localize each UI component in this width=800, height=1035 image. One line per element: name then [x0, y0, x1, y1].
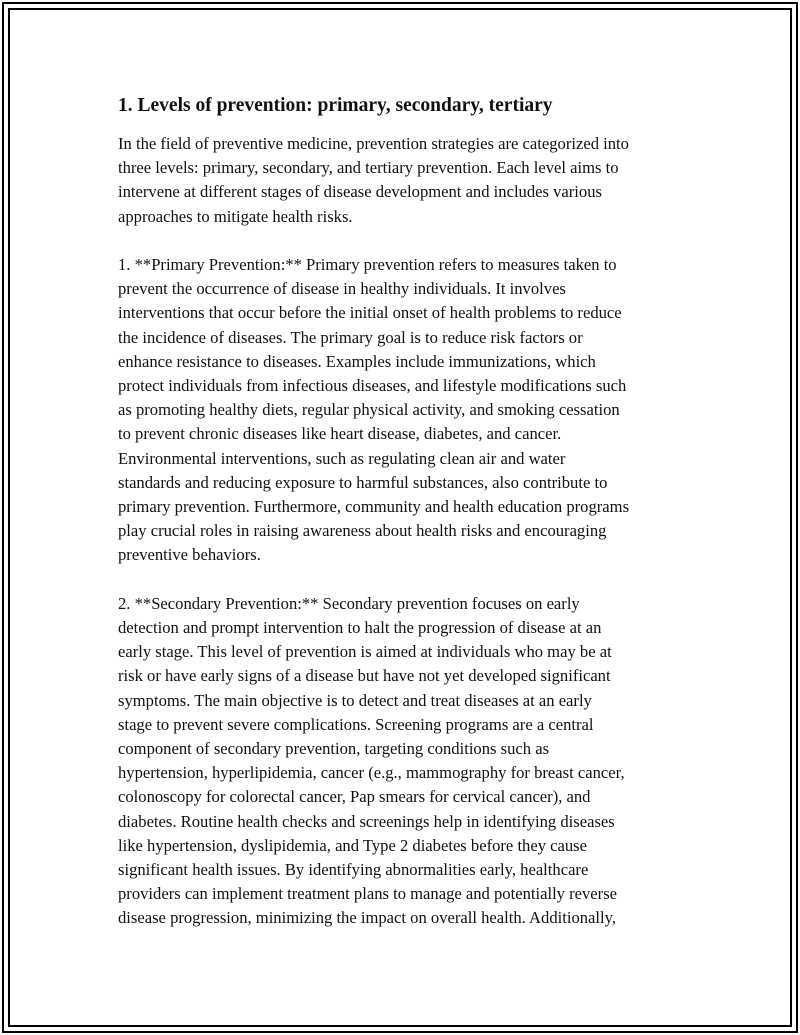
document-page — [118, 92, 688, 955]
secondary-prevention-paragraph: 2. **Secondary Prevention:** Secondary prevention focuses on early detection and prompt intervention to halt the progression of disease at an early stage. This level of prevention is aimed at individuals who may be at risk or have early signs of a disease but have not yet developed significant symptoms. The main objective is to detect and treat diseases at an early stage to prevent severe complications. Screening programs are a central component of secondary prevention, targeting conditions such as hypertension, hyperlipidemia, cancer (e.g., mammography for breast cancer, colonoscopy for colorectal cancer, Pap smears for cervical cancer), and diabetes. Routine health checks and screenings help in identifying diseases like hypertension, dyslipidemia, and Type 2 diabetes before they cause significant health issues. By identifying abnormalities early, healthcare providers can implement treatment plans to manage and potentially reverse disease progression, minimizing the impact on overall health. Additionally, — [118, 593, 625, 928]
intro-paragraph: In the field of preventive medicine, prevention strategies are categorized into three levels: primary, secondary, and tertiary prevention. Each level aims to intervene at different stages of disease development and includes various approaches to mitigate health risks. — [118, 134, 629, 226]
primary-prevention-paragraph: 1. **Primary Prevention:** Primary prevention refers to measures taken to prevent the occurrence of disease in healthy individuals. It involves interventions that occur before the initial onset of health problems to reduce the incidence of diseases. The primary goal is to reduce risk factors or enhance resistance to diseases. Examples include immunizations, which protect individuals from infectious diseases, and lifestyle modifications such as promoting healthy diets, regular physical activity, and smoking cessation to prevent chronic diseases like heart disease, diabetes, and cancer. Environmental interventions, such as regulating clean air and water standards and reducing exposure to harmful substances, also contribute to primary prevention. Furthermore, community and health education programs play crucial roles in raising awareness about health risks and encouraging preventive behaviors. — [118, 255, 630, 565]
section-heading: 1. Levels of prevention: primary, secondary, tertiary — [118, 95, 553, 116]
